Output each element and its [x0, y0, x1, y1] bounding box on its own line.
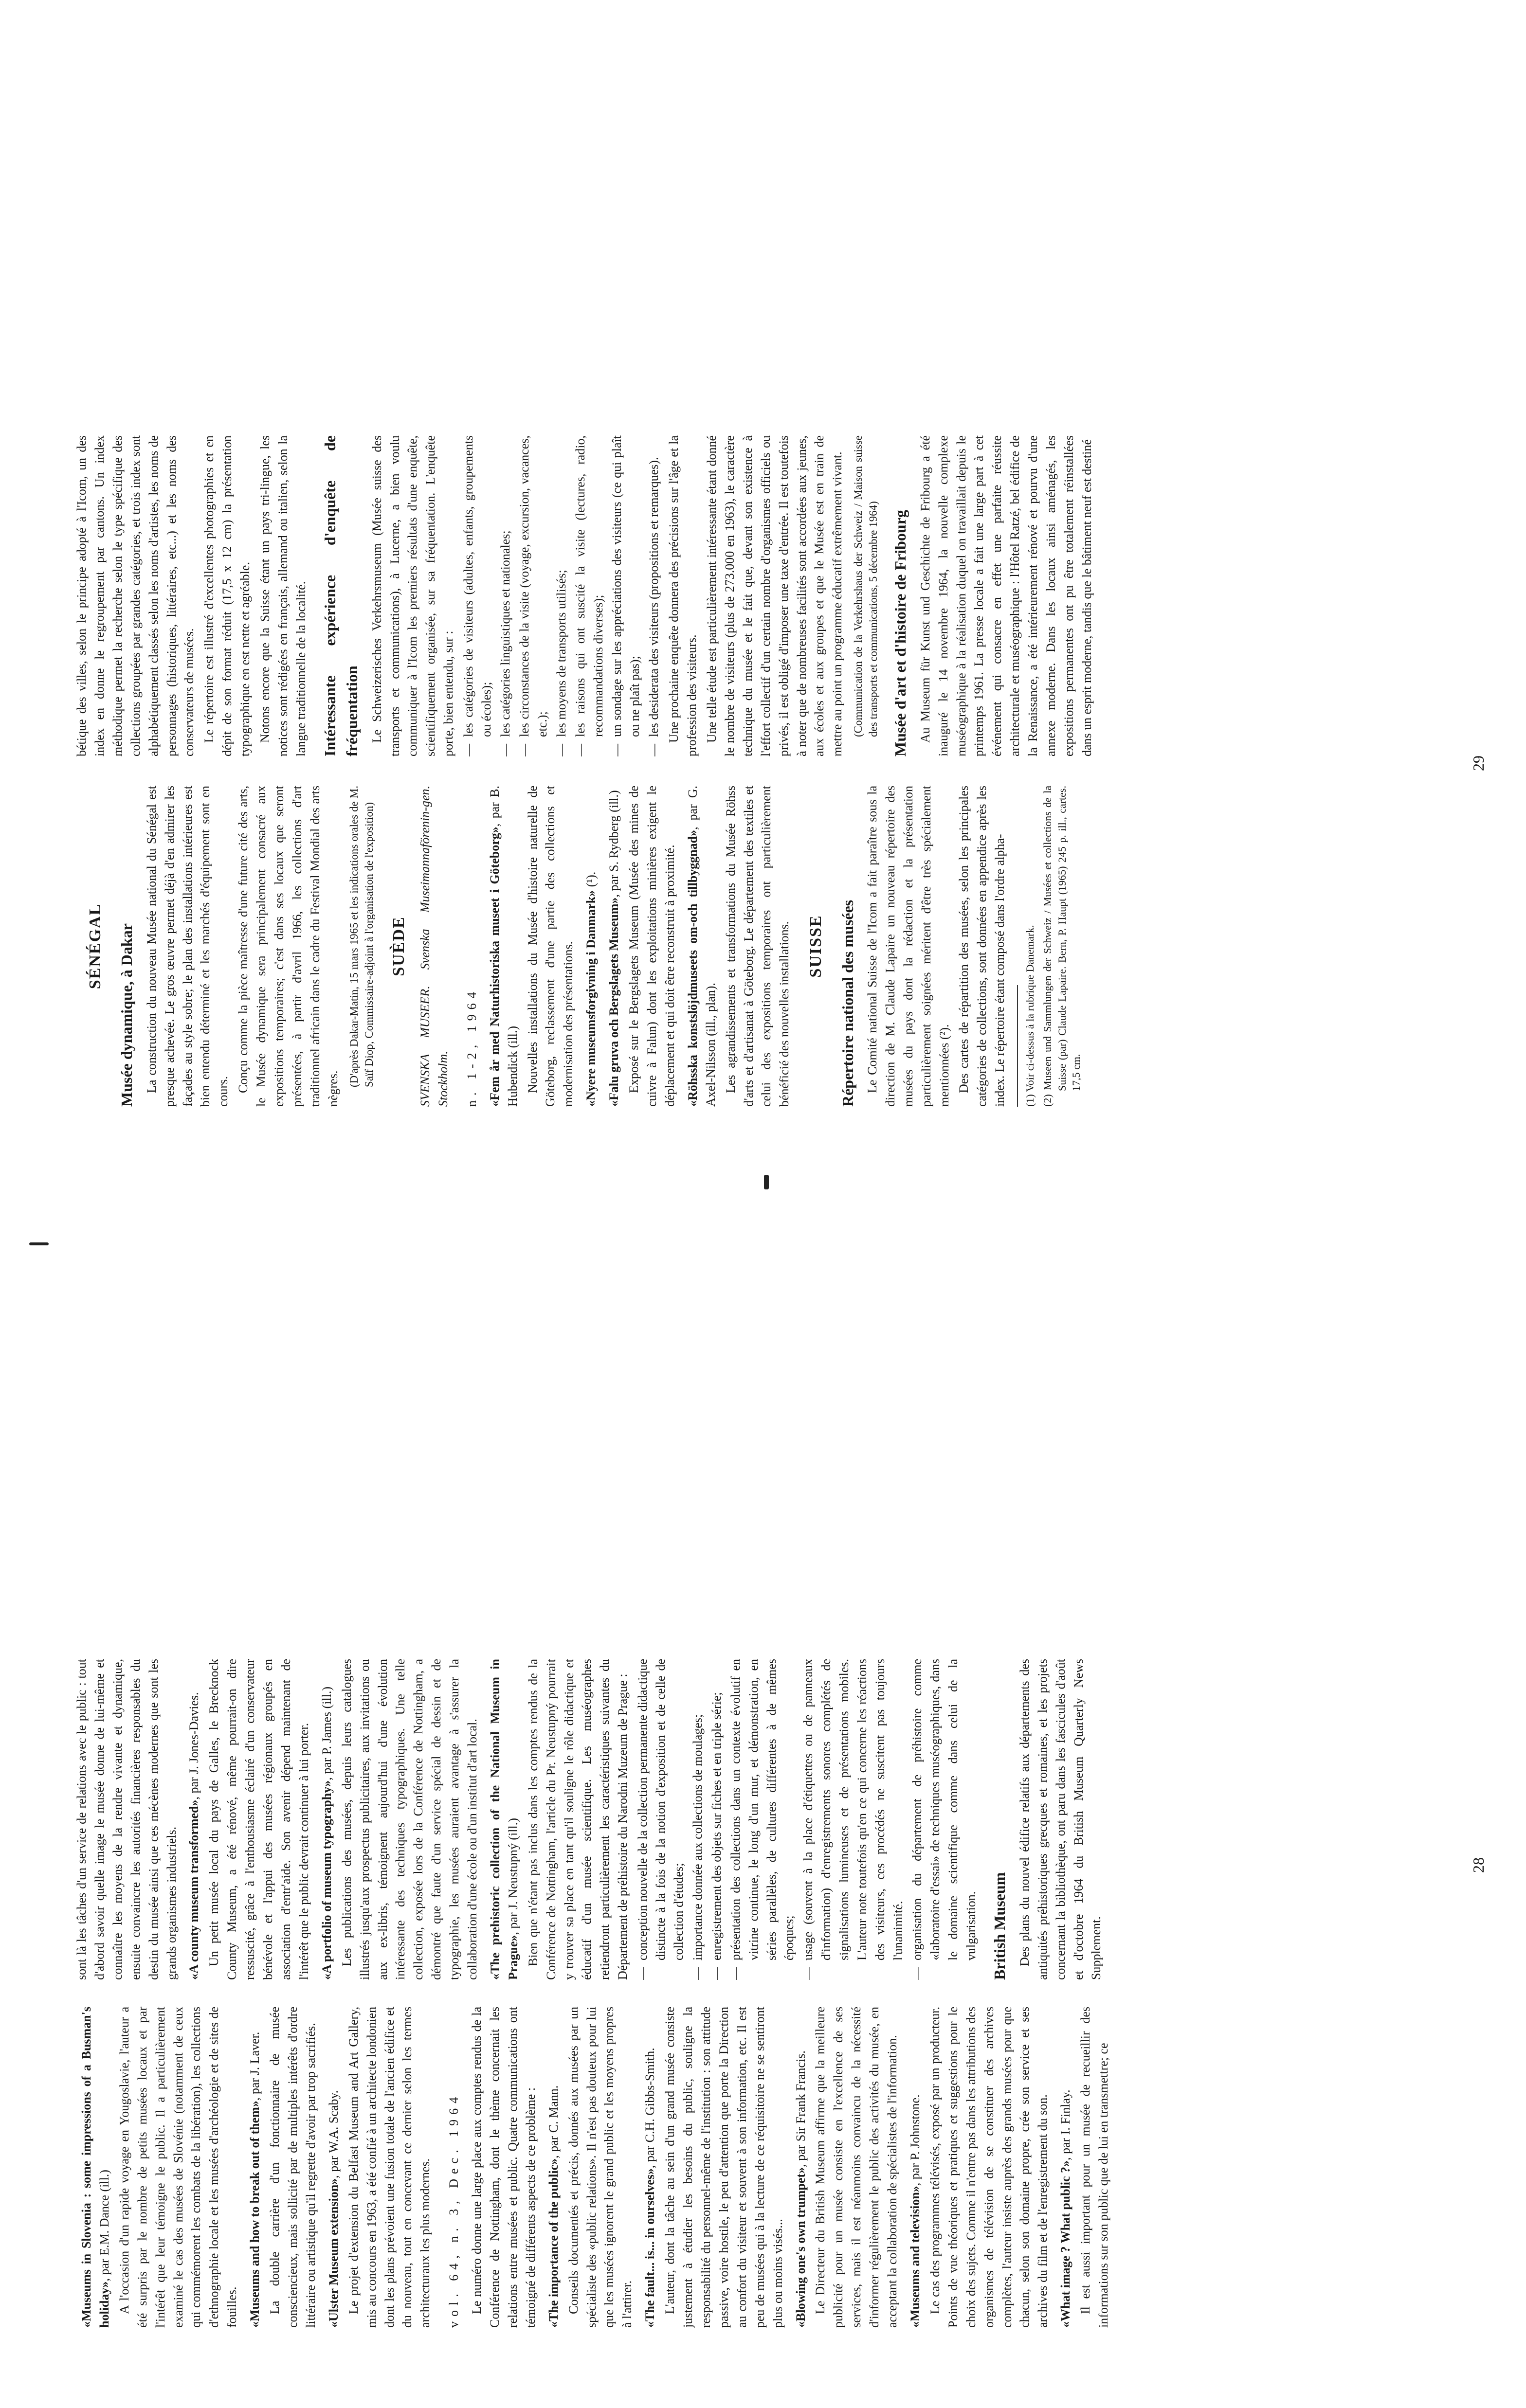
page-28	[0, 1204, 1526, 2408]
entry-title: «What image ? What public ?»	[1058, 2160, 1073, 2328]
entry-text: Exposé sur le Bergslagets Museum (Musée des mines de cuivre à Falun) dont les exploitations minières exigent le déplacement et qui doit être reconstruit à proximité.	[627, 786, 677, 1107]
issue-intro: Le numéro donne une large place aux comptes rendus de la Conférence de Nottingham, dont le thème concernait les relations entre musées et public. Quatre communications ont témoigné de différents aspects de ce problème :	[470, 2007, 538, 2328]
list-item: — les catégories linguistiques et nationales;	[497, 435, 515, 756]
entry-author: , par P. James (ill.)	[319, 1686, 334, 1780]
issue-heading: n. 1-2, 1964	[464, 987, 479, 1107]
entry-what-image	[1057, 2007, 1075, 2328]
entry-author: , par S. Rydberg (ill.)	[607, 790, 621, 898]
entry-text: L'auteur, dont la tâche au sein d'un grand musée consiste justement à étudier les besoins du public, souligne la responsabilité du personnel-même de l'institution : son attitude passive, voire hostile, le peu d'attention que porte la Direction au confort du visiteur et souvent à son information, etc. Il est peu de musées qui à la lecture de ce réquisitoire ne se sentiront plus ou moins visés...	[663, 2007, 785, 2328]
entry-television	[907, 2007, 925, 2328]
paragraph: Des cartes de répartition des musées, selon les principales catégories de collections, sont données en appendice après les index. Le répertoire étant composé dans l'ordre alpha-	[957, 786, 1007, 1107]
footnote-rule	[1017, 985, 1018, 1107]
entry-ulster	[325, 2007, 343, 2328]
entry-text: Le projet d'extension du Belfast Museum and Art Gallery, mis au concours en 1963, a été confié à un architecte londonien dont les plans prévoient une fusion totale de l'ancien édifice et du nouveau, tout en concevant ce dernier selon les termes architecturaux les plus modernes.	[346, 2007, 433, 2328]
journal-title: SVENSKA MUSEER. Svenska Museimannaförenin-gen. Stockholm.	[418, 786, 450, 1107]
list-item: — les desiderata des visiteurs (propositions et remarques).	[645, 435, 663, 756]
list-item: — enregistrement des objets sur fiches et en triple série;	[708, 1659, 726, 1980]
entry-title: «The importance of the public»	[546, 2158, 561, 2328]
paragraph: La construction du nouveau Musée national du Sénégal est presque achevée. Le gros œuvre permet déjà d'en admirer les façades au style sobre; le plan des installations intérieures est bien entendu déterminé et les marchés d'équipement sont en cours.	[144, 786, 231, 1107]
scan-mark	[764, 1175, 769, 1189]
column-4	[73, 435, 1450, 756]
country-heading: SUÈDE	[389, 916, 408, 976]
country-heading: SUISSE	[807, 915, 825, 978]
entry-author: , par G. Axel-Nilsson (ill., plan).	[685, 786, 718, 1107]
entry-author: , par J. Jones-Davies.	[187, 1692, 201, 1800]
entry-text: A l'occasion d'un rapide voyage en Yougoslavie, l'auteur a été surpris par le nombre de petits musées locaux et par l'intérêt que leur témoigne le public. Il a particulièrement examiné le cas des musées de Slovénie (notamment de ceux qui commémorent les combats de la libération), les collections d'ethnographie locale et les musées d'archéologie et de sites de fouilles.	[117, 2007, 239, 2328]
entry-title: «Nyere museumsforgivning i Danmark»	[584, 890, 599, 1107]
list-item: — un sondage sur les appréciations des visiteurs (ce qui plaît ou ne plaît pas);	[608, 435, 644, 756]
entry-title: «Ulster Museum extension»	[326, 2178, 341, 2328]
entry-author: , par P. Johnstone.	[908, 2094, 922, 2186]
entry-text: La double carrière d'un fonctionnaire de musée consciencieux, mais sollicité par de multiples intérêts d'ordre littéraire ou artistique qu'il regrette d'avoir par trop sacrifiés.	[268, 2007, 318, 2328]
entry-typography	[318, 1659, 336, 1980]
entry-author: , par C. Mann.	[546, 2085, 561, 2158]
entry-author: , par C.H. Gibbs-Smith.	[643, 2048, 657, 2169]
column-3	[73, 786, 1450, 1107]
entry-author: (¹).	[584, 871, 599, 890]
entry-title: «Museums in Slovenia : some impressions of a Busman's holiday»	[79, 2007, 111, 2328]
paragraph: Le Schweizerisches Verkehrsmuseum (Musée suisse des transports et communications), à Lucerne, a bien voulu communiquer à l'Icom les premiers résultats d'une enquête, scientifiquement organisée, sur sa fréquentation. L'enquête porte, bien entendu, sur :	[369, 435, 456, 756]
list-item: — conception nouvelle de la collection permanente didactique distincte à la fois de la notion d'exposition et de celle de collection d'études;	[634, 1659, 688, 1980]
entry-rohsska	[684, 786, 720, 1107]
page-number: 29	[1470, 755, 1487, 771]
country-heading: SÉNÉGAL	[86, 903, 104, 989]
list-item: — présentation des collections dans un contexte évolutif en vitrine continue, le long d'un mur, et démonstration, en séries parallèles, de cultures différentes à de mêmes époques;	[727, 1659, 799, 1980]
entry-prague	[487, 1659, 523, 1980]
entry-author: , par J. Neustupný (ill.)	[506, 1818, 520, 1935]
section-heading: Intéressante expérience d'enquête de fréquentation	[321, 435, 361, 756]
footnote: (1) Voir ci-dessus à la rubrique Danemark.	[1024, 925, 1036, 1107]
page-number: 28	[1470, 1857, 1487, 1873]
paragraph: Une telle étude est particulièrement intéressante étant donné le nombre de visiteurs (plus de 273.000 en 1963), le caractère technique du musée et le fait que, devant son existence à l'effort collectif d'un certain nombre d'organismes officiels ou privés, il est obligé d'imposer une taxe d'entrée. Il est toutefois à noter que de nombreuses facilités sont accordées aux jeunes, aux écoles et aux groupes et que le Musée est en train de mettre au point un programme éducatif extrêmement vivant.	[704, 435, 845, 756]
paragraph: Au Museum für Kunst und Geschichte de Fribourg a été inauguré le 14 novembre 1964, la nouvelle complexe muséographique à la réalisation duquel on travaillait depuis le printemps 1961. La presse locale a fait une large part à cet événement qui consacre en effet une parfaite réussite architecturale et muséographique : l'Hôtel Ratzé, bel édifice de la Renaissance, a été intérieurement rénové et pourvu d'une annexe moderne. Dans les locaux ainsi aménagés, les expositions permanentes ont pu être totalement réinstallées dans un esprit moderne, tandis que le bâtiment neuf est destiné	[918, 435, 1094, 756]
entry-title: «The prehistoric collection of the National Museum in Prague»	[488, 1659, 520, 1980]
paragraph: Notons encore que la Suisse étant un pays tri-lingue, les notices sont rédigées en français, allemand ou italien, selon la langue traditionnelle de la localité.	[258, 435, 308, 756]
section-heading: Répertoire national des musées	[838, 899, 856, 1107]
source-note: (D'après Dakar-Matin, 15 mars 1965 et les indications orales de M. Saïf Diop, Commissaire-adjoint à l'organisation de l'exposition)	[347, 786, 375, 1087]
entry-slovenia	[78, 2007, 114, 2328]
list-item: — les moyens de transports utilisés;	[553, 435, 571, 756]
issue-heading: vol. 64, n. 3, Dec. 1964	[447, 2092, 461, 2328]
list-item: — les catégories de visiteurs (adultes, enfants, groupements ou écoles);	[460, 435, 496, 756]
entry-text: Un petit musée local du pays de Galles, le Brecknock County Museum, a été rénové, même pourrait-on dire ressuscité, grâce à l'enthousiasme éclairé d'un conservateur bénévole et l'appui des musées régionaux groupés en association d'entr'aide. Son avenir dépend maintenant de l'intérêt que le public devrait continuer à lui porter.	[207, 1659, 311, 1980]
section-heading: Musée dynamique, à Dakar	[118, 923, 136, 1107]
entry-author: , par B. Hubendick (ill.)	[487, 786, 520, 1107]
entry-author: , par J. Laver.	[248, 2031, 262, 2101]
entry-author: , par W.A. Scaby.	[326, 2090, 341, 2178]
column-2	[73, 1659, 1450, 1980]
entry-title: «Blowing one's own trumpet»	[793, 2167, 808, 2328]
entry-title: «Fem år med Naturhistoriska museet i Göteborg»	[487, 827, 502, 1107]
entry-text: Le Directeur du British Museum affirme que la meilleure publicité pour un musée consiste en l'excellence de ses services, mais il est néanmoins convaincu de la nécessité d'informer régulièrement le public des activités du musée, en acceptant la collaboration de spécialistes de l'information.	[813, 2007, 900, 2328]
column-1	[73, 2007, 1450, 2328]
entry-title: «A county museum transformed»	[187, 1799, 201, 1980]
entry-break-out	[246, 2007, 264, 2328]
section-heading: Musée d'art et d'histoire de Fribourg	[891, 510, 909, 756]
list-item: — importance donnée aux collections de moulages;	[689, 1659, 707, 1980]
entry-fault	[641, 2007, 659, 2328]
entry-importance-public	[545, 2007, 563, 2328]
paragraph: sont là les tâches d'un service de relations avec le public : tout d'abord savoir quelle image le musée donne de lui-même et connaître les moyens de la rendre vivante et dynamique, ensuite convaincre les autorités financières responsables du destin du musée ainsi que ces mécènes modernes que sont les grands organismes industriels.	[74, 1659, 179, 1980]
entry-trumpet	[792, 2007, 810, 2328]
entry-text: Les agrandissements et transformations du Musée Röhss d'arts et d'artisanat à Göteborg. Le département des textiles et celui des expositions temporaires ont particulièrement bénéficié des nouvelles installations.	[723, 786, 792, 1107]
survey-topic-list	[460, 435, 663, 756]
footnote: (2) Museen und Sammlungen der Schweiz / Musées et collections de la Suisse (par) Claude Lapaire. Bern, P. Haupt (1965) 245 p. ill., cartes. 17,5 cm.	[1041, 786, 1083, 1107]
paragraph: Conçu comme la pièce maîtresse d'une future cité des arts, le Musée dynamique sera principalement consacré aux expositions temporaires; c'est dans ses locaux que seront présentées, à partir d'avril 1966, les collections d'art traditionnel africain dans le cadre du Festival Mondial des arts nègres.	[236, 786, 340, 1107]
paragraph: Une prochaine enquête donnera des précisions sur l'âge et la profession des visiteurs.	[667, 435, 699, 756]
entry-title: «A portfolio of museum typography»	[319, 1780, 334, 1980]
entry-author: , par Sir Frank Francis.	[793, 2050, 808, 2167]
paragraph: Le Comité national Suisse de l'Icom a fait paraître sous la direction de M. Claude Lapaire un nouveau répertoire des musées du pays dont la rédaction et la présentation particulièrement soignées méritent d'être très spécialement mentionnées (²).	[865, 786, 951, 1107]
entry-falu	[605, 786, 623, 1107]
entry-title: «Röhsska konstslöjdmuseets om-och tillbyggnad»	[685, 829, 700, 1107]
paragraph: bétique des villes, selon le principe adopté à l'Icom, un des index en donne le regroupement par cantons. Un index méthodique permet la recherche selon le type spécifique des collections groupées par grandes catégories, et trois index sont alphabétiquement classés selon les noms d'artistes, les noms de personnages (historiques, littéraires, etc...) et les noms des conservateurs de musées.	[74, 435, 197, 756]
entry-text: Conseils documentés et précis, donnés aux musées par un spécialiste des «public relations». Il n'est pas douteux pour lui que les musées ignorent le grand public et les moyens propres à l'attirer.	[566, 2007, 635, 2328]
entry-title: «Falu gruva och Bergslagets Museum»	[607, 897, 621, 1107]
entry-goteborg	[486, 786, 522, 1107]
entry-title: «Museums and television»	[908, 2186, 922, 2328]
entry-text: Les publications des musées, depuis leurs catalogues illustrés jusqu'aux prospectus publicitaires, aux invitations ou aux ex-libris, témoignent aujourd'hui d'une évolution intéressante des techniques typographiques. Une telle collection, exposée lors de la Conférence de Nottingham, a démontré que faute d'un service spécial de dessin et de typographie, les musées auraient avantage à s'assurer la collaboration d'une école ou d'un institut d'art local.	[339, 1659, 480, 1980]
entry-text: Nouvelles installations du Musée d'histoire naturelle de Göteborg, reclassement d'une partie des collections et modernisation des présentations.	[525, 786, 576, 1107]
list-item: — organisation du département de préhistoire comme «laboratoire d'essai» de techniques muséographiques, dans le domaine scientifique comme dans celui de la vulgarisation.	[908, 1659, 981, 1980]
entry-author: , par E.M. Dance (ill.)	[97, 2170, 111, 2282]
prague-feature-list	[634, 1659, 980, 1980]
list-item: — les circonstances de la visite (voyage, excursion, vacances, etc.);	[516, 435, 552, 756]
source-note: (Communication de la Verkehrshaus der Schweiz / Maison suisse des transports et communications, 5 décembre 1964)	[852, 435, 880, 737]
scan-mark	[29, 1242, 49, 1245]
entry-text: Bien que n'étant pas inclus dans les comptes rendus de la Conférence de Nottingham, l'article du Pr. Neustupný pourrait y trouver sa place en tant qu'il souligne le rôle didactique et éducatif d'un musée scientifique. Les muséographes retiendront particulièrement les caractéristiques suivantes du Département de préhistoire du Narodni Muzeum de Prague :	[526, 1659, 630, 1980]
list-item: — usage (souvent à la place d'étiquettes ou de panneaux d'information) d'enregistrements sonores complétés de signalisations lumineuses et de présentations mobiles. L'auteur note toutefois qu'en ce qui concerne les réactions des visiteurs, ces procédés ne suscitent pas toujours l'unanimité.	[799, 1659, 907, 1980]
section-heading: British Museum	[991, 1872, 1009, 1980]
paragraph: Le répertoire est illustré d'excellentes photographies et en dépit de son format réduit (17,5 x 12 cm) la présentation typographique en est nette et agréable.	[202, 435, 253, 756]
entry-county-museum	[185, 1659, 203, 1980]
entry-text: Le cas des programmes télévisés, exposé par un producteur. Points de vue théoriques et pratiques et suggestions pour le choix des sujets. Comme il n'entre pas dans les attributions des organismes de télévision de se constituer des archives complètes, l'auteur insiste auprès des grands musées pour que chacun, selon son domaine propre, crée son service et ses archives du film et de l'enregistrement du son.	[927, 2007, 1050, 2328]
entry-author: , par I. Finlay.	[1058, 2089, 1073, 2160]
entry-title: «Museums and how to break out of them»	[248, 2101, 262, 2328]
list-item: — les raisons qui ont suscité la visite (lectures, radio, recommandations diverses);	[572, 435, 608, 756]
entry-title: «The fault... is... in ourselves»	[643, 2168, 657, 2328]
entry-danmark	[582, 786, 600, 1107]
paragraph: Des plans du nouvel édifice relatifs aux départements des antiquités préhistoriques grecques et romaines, et les projets concernant la bibliothèque, ont paru dans les fascicules d'août et d'octobre 1964 du British Museum Quarterly News Supplement.	[1017, 1659, 1104, 1980]
entry-text: Il est aussi important pour un musée de recueillir des informations sur son public que de lui en transmettre; ce	[1078, 2007, 1111, 2328]
